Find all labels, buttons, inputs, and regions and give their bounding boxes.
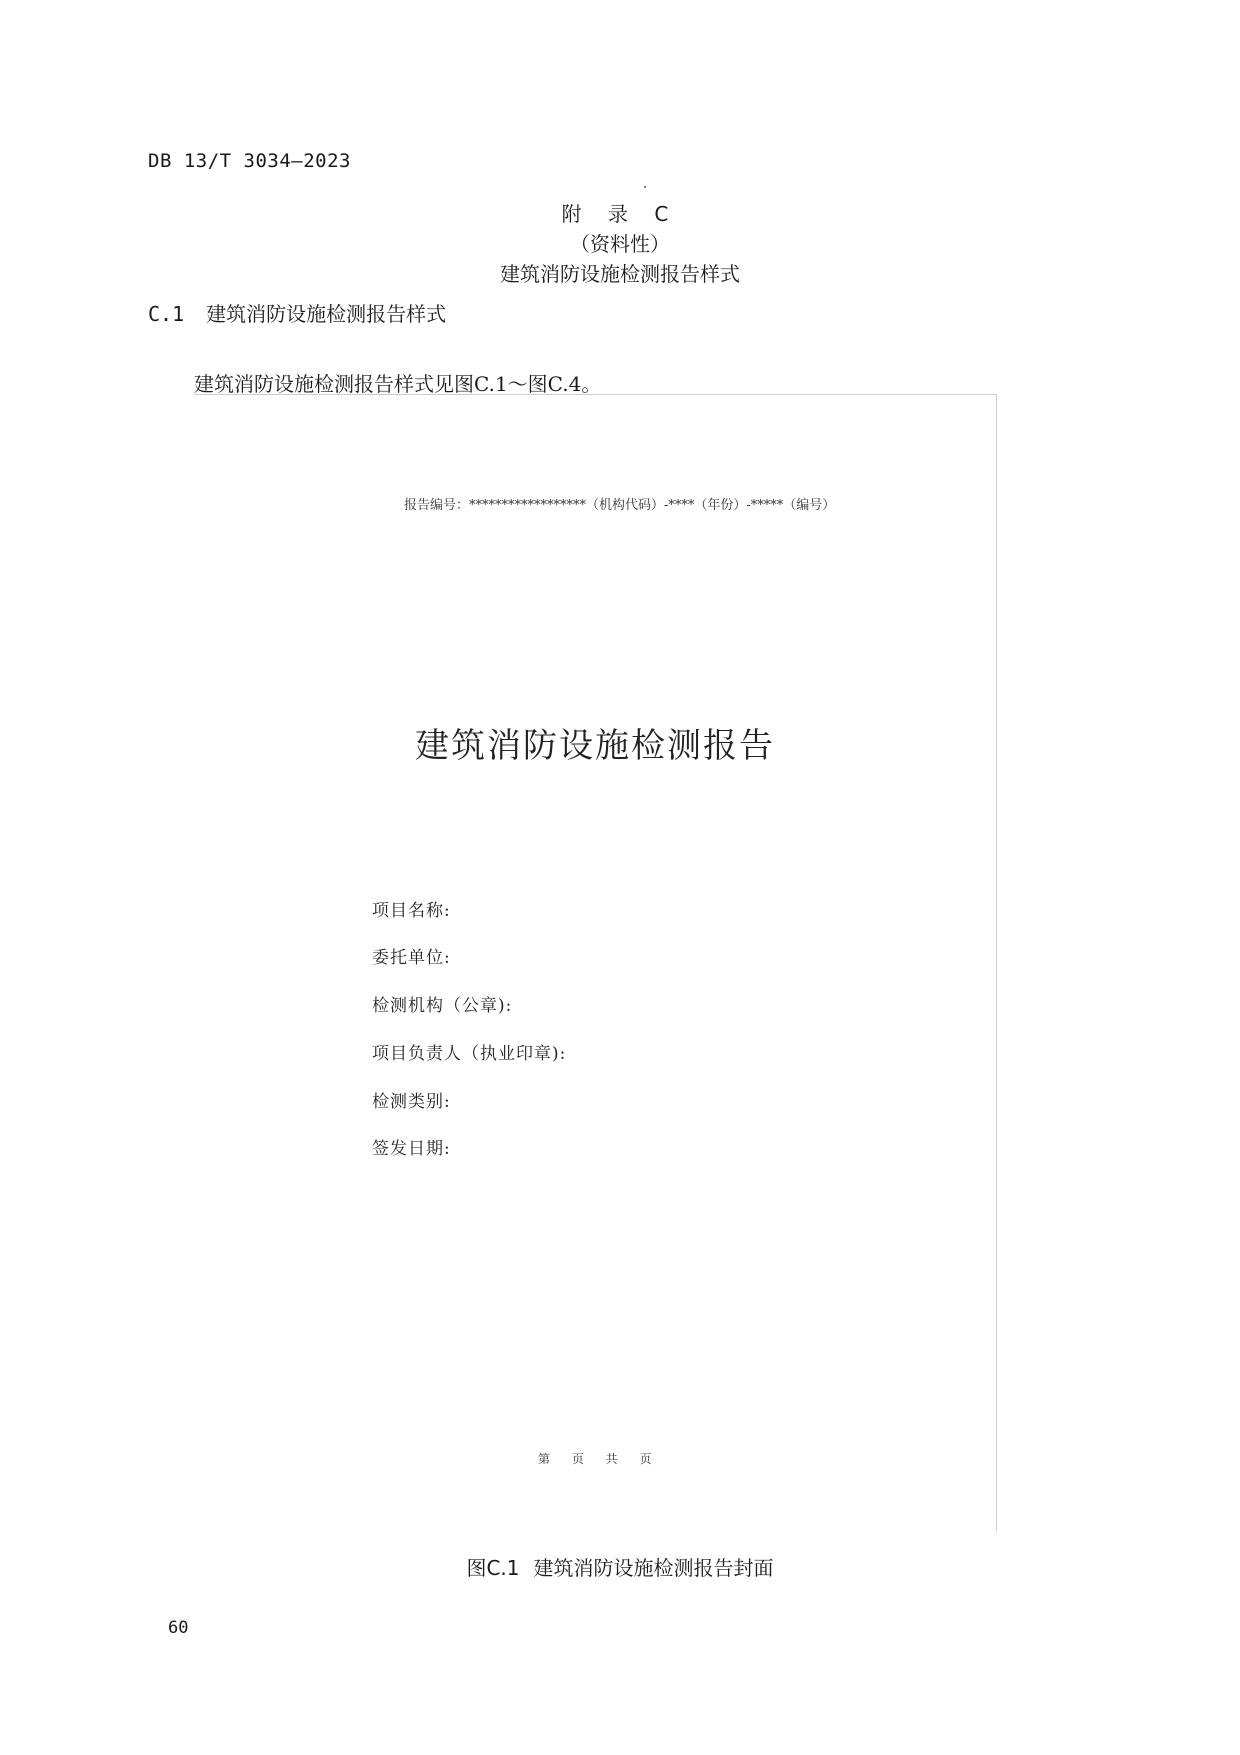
intro-paragraph: 建筑消防设施检测报告样式见图C.1～图C.4。	[194, 372, 602, 396]
cover-field-project-lead: 项目负责人（执业印章):	[372, 1044, 567, 1064]
standard-code: DB 13/T 3034—2023	[148, 150, 351, 172]
cover-field-inspection-agency: 检测机构（公章):	[372, 996, 513, 1016]
appendix-nature: （资料性）	[570, 232, 670, 256]
cover-field-issue-date: 签发日期:	[372, 1139, 451, 1159]
section-number: C.1	[148, 302, 185, 326]
decorative-dot	[644, 186, 646, 188]
figure-number: 图C.1	[466, 1556, 520, 1580]
figure-caption-text: 建筑消防设施检测报告封面	[533, 1556, 774, 1580]
report-cover-frame	[194, 394, 997, 1531]
report-cover-title: 建筑消防设施检测报告	[415, 726, 775, 766]
section-title: 建筑消防设施检测报告样式	[206, 302, 447, 326]
appendix-name: 建筑消防设施检测报告样式	[500, 262, 740, 286]
cover-field-client: 委托单位:	[372, 948, 451, 968]
figure-caption	[0, 1552, 1240, 1581]
cover-page-count: 第 页 共 页	[538, 1452, 652, 1466]
section-heading	[148, 298, 446, 327]
cover-field-project-name: 项目名称:	[372, 901, 451, 921]
report-number: 报告编号：******************（机构代码）-****（年份）-*****（编号）	[404, 498, 836, 513]
page-number: 60	[168, 1618, 189, 1638]
cover-field-inspection-type: 检测类别:	[372, 1092, 451, 1112]
appendix-title: 附 录 C	[561, 202, 679, 226]
